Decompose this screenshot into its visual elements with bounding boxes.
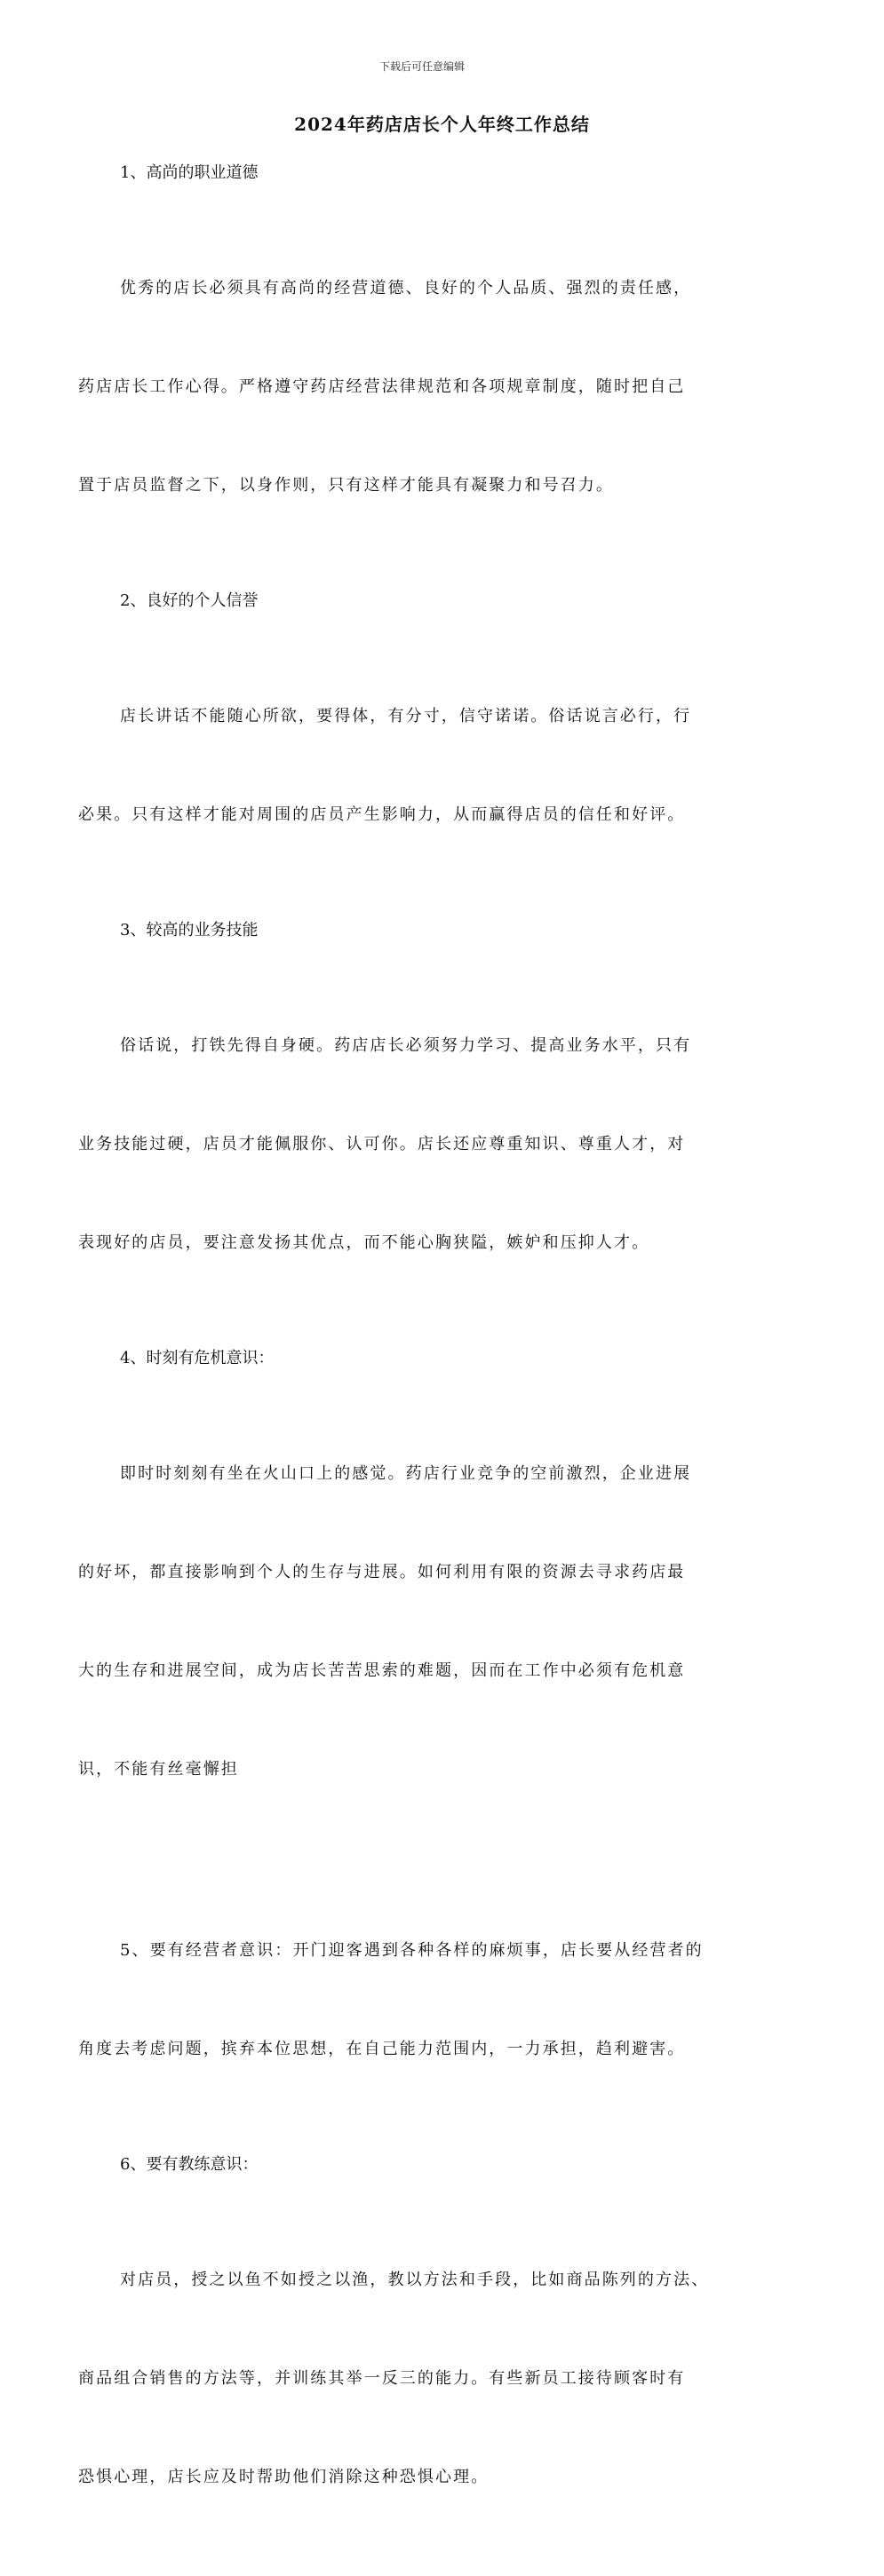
paragraph-line: 对店员，授之以鱼不如授之以渔，教以方法和手段，比如商品陈列的方法、 (120, 2271, 710, 2289)
paragraph-line: 置于店员监督之下，以身作则，只有这样才能具有凝聚力和号召力。 (78, 476, 614, 495)
paragraph-line: 即时时刻刻有坐在火山口上的感觉。药店行业竞争的空前激烈，企业进展 (120, 1464, 692, 1483)
paragraph-line: 店长讲话不能随心所欲，要得体，有分寸，信守诺诺。俗话说言必行，行 (120, 707, 692, 725)
paragraph-line: 药店店长工作心得。严格遵守药店经营法律规范和各项规章制度，随时把自己 (78, 377, 686, 396)
paragraph-line: 的好坏，都直接影响到个人的生存与进展。如何利用有限的资源去寻求药店最 (78, 1563, 686, 1581)
paragraph-line: 识，不能有丝毫懈担 (78, 1760, 239, 1779)
section-paragraph-6 (78, 2198, 771, 2559)
section-heading-1: 1、高尚的职业道德 (120, 163, 259, 182)
paragraph-line: 商品组合销售的方法等，并训练其举一反三的能力。有些新员工接待顾客时有 (78, 2369, 686, 2388)
section-heading-4: 4、时刻有危机意识： (120, 1349, 275, 1367)
section-paragraph-1 (78, 206, 771, 567)
paragraph-line: 恐惧心理，店长应及时帮助他们消除这种恐惧心理。 (78, 2468, 490, 2486)
section-heading-2: 2、良好的个人信誉 (120, 591, 259, 610)
paragraph-line: 大的生存和进展空间，成为店长苦苦思索的难题，因而在工作中必须有危机意 (78, 1661, 686, 1680)
paragraph-line: 优秀的店长必须具有高尚的经营道德、良好的个人品质、强烈的责任感， (120, 279, 692, 297)
section-paragraph-3 (78, 963, 771, 1325)
paragraph-line: 角度去考虑问题，摈弃本位思想，在自己能力范围内，一力承担，趋利避害。 (78, 2040, 686, 2058)
document-title: 2024年药店店长个人年终工作总结 (294, 114, 590, 135)
paragraph-line: 表现好的店员，要注意发扬其优点，而不能心胸狭隘，嫉妒和压抑人才。 (78, 1233, 650, 1252)
paragraph-line: 必果。只有这样才能对周围的店员产生影响力，从而赢得店员的信任和好评。 (78, 805, 686, 824)
paragraph-line: 俗话说，打铁先得自身硬。药店店长必须努力学习、提高业务水平，只有 (120, 1036, 692, 1055)
paragraph-line: 业务技能过硬，店员才能佩服你、认可你。店长还应尊重知识、尊重人才，对 (78, 1135, 686, 1153)
header-note: 下载后可任意编辑 (378, 60, 465, 73)
section-paragraph-4 (78, 1391, 771, 1851)
section-paragraph-2 (78, 634, 771, 897)
document-body (78, 156, 771, 2576)
section-heading-3: 3、较高的业务技能 (120, 921, 259, 939)
section-heading-6: 6、要有教练意识： (120, 2155, 259, 2174)
section-paragraph-5 (78, 1868, 771, 2131)
paragraph-line: 5、要有经营者意识：开门迎客遇到各种各样的麻烦事，店长要从经营者的 (120, 1941, 704, 1960)
